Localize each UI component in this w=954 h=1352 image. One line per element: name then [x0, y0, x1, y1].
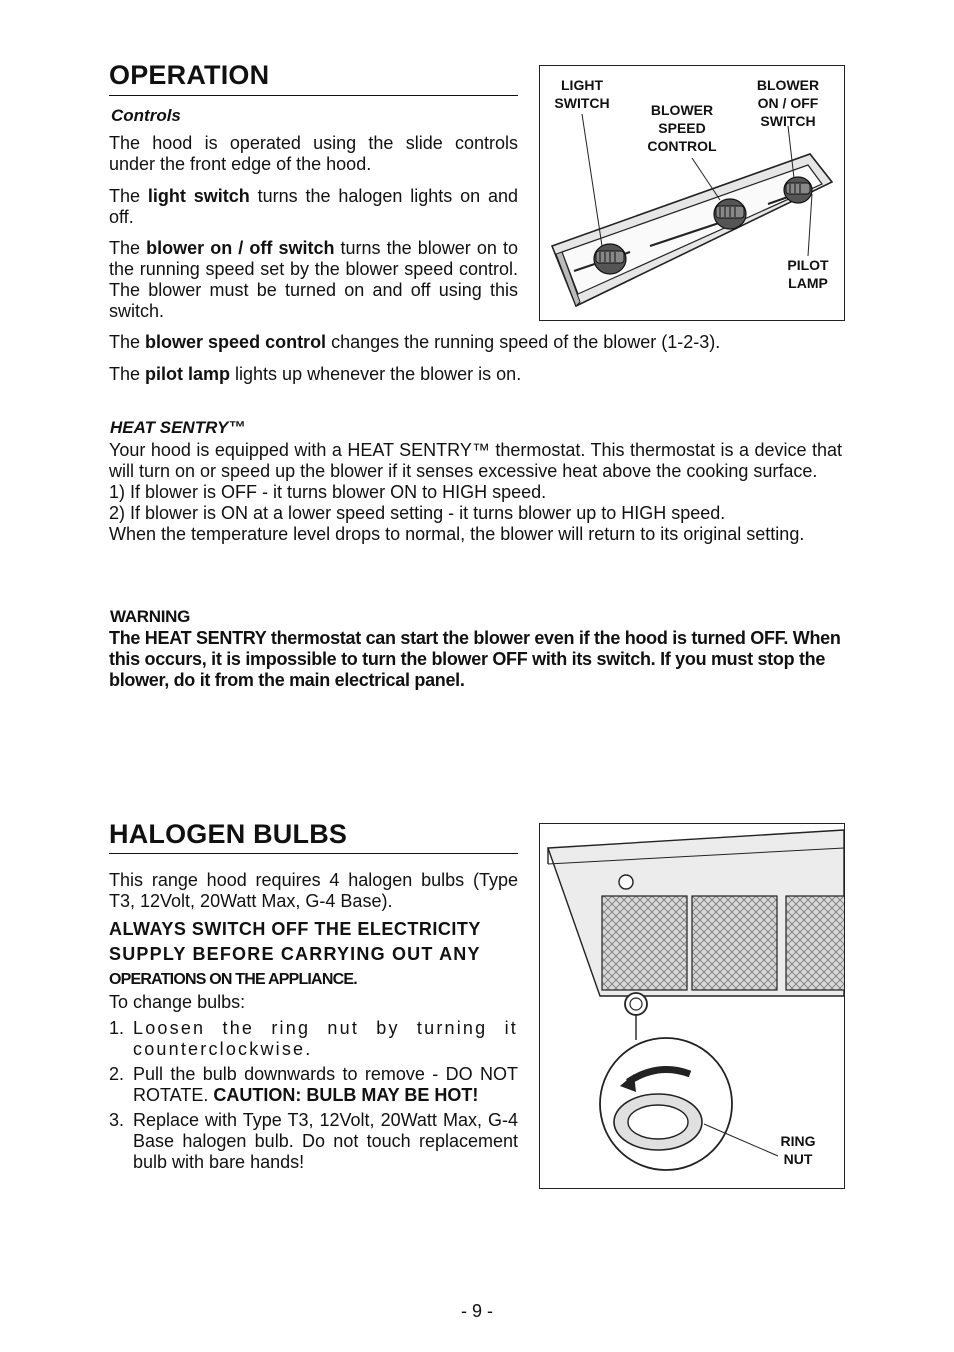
- operation-paragraph-2: The light switch turns the halogen lights on and off.: [109, 186, 519, 227]
- operation-paragraph-4: The blower speed control changes the running speed of the blower (1-2-3).: [109, 332, 721, 352]
- step-2: 2. Pull the bulb downwards to remove - DO NOT ROTATE. CAUTION: BULB MAY BE HOT!: [109, 1064, 518, 1105]
- blower-onoff-switch-label: BLOWER ON / OFF SWITCH: [756, 77, 820, 129]
- heat-sentry-block: [109, 440, 842, 545]
- operation-paragraph-1: The hood is operated using the slide controls under the front edge of the hood.: [109, 133, 518, 174]
- halogen-title: HALOGEN BULBS: [109, 819, 348, 849]
- to-change-bulbs: To change bulbs:: [109, 992, 246, 1012]
- controls-heading: Controls: [111, 106, 181, 125]
- step-3: 3. Replace with Type T3, 12Volt, 20Watt Max, G-4 Base halogen bulb. Do not touch replacement bulb with bare hands!: [109, 1110, 518, 1172]
- controls-figure: [539, 65, 845, 321]
- warning-text: The HEAT SENTRY thermostat can start the blower even if the hood is turned OFF. When this occurs, it is impossible to turn the blower OFF with its switch. If you must stop the blower, do it from the main electrical panel.: [109, 628, 841, 690]
- operation-paragraph-3: The blower on / off switch turns the blower on to the running speed set by the blower speed control. The blower must be turned on and off using this switch.: [109, 238, 518, 321]
- heat-sentry-heading: HEAT SENTRY™: [110, 418, 246, 437]
- blower-speed-knob: [714, 199, 746, 229]
- halogen-caution: ALWAYS SWITCH OFF THE ELECTRICITY SUPPLY BEFORE CARRYING OUT ANY OPERATIONS ON THE APPLIANCE.: [109, 919, 481, 988]
- pilot-lamp-label: PILOT LAMP: [787, 257, 829, 291]
- heat-sentry-intro: Your hood is equipped with a HEAT SENTRY™ thermostat. This thermostat is a device that will turn on or speed up the blower if it senses excessive heat above the cooking surface.: [109, 440, 842, 481]
- operation-paragraph-5: The pilot lamp lights up whenever the blower is on.: [109, 364, 522, 384]
- operation-title: OPERATION: [109, 60, 270, 90]
- step-1: 1. Loosen the ring nut by turning it counterclockwise.: [109, 1018, 518, 1059]
- page-number: - 9 -: [460, 1301, 493, 1321]
- blower-speed-control-label: BLOWER SPEED CONTROL: [647, 102, 717, 154]
- operation-rule: [109, 95, 518, 96]
- halogen-intro: This range hood requires 4 halogen bulbs (Type T3, 12Volt, 20Watt Max, G-4 Base).: [109, 870, 518, 911]
- halogen-steps: [109, 1018, 518, 1173]
- halogen-figure: [539, 823, 845, 1189]
- heat-sentry-item-2: 2) If blower is ON at a lower speed setting - it turns blower up to HIGH speed.: [109, 503, 726, 523]
- light-switch-label: LIGHT SWITCH: [554, 77, 610, 111]
- heat-sentry-item-1: 1) If blower is OFF - it turns blower ON to HIGH speed.: [109, 482, 547, 502]
- warning-heading: WARNING: [110, 607, 191, 626]
- light-switch-knob: [594, 244, 626, 274]
- blower-onoff-knob: [784, 177, 812, 203]
- heat-sentry-closing: When the temperature level drops to normal, the blower will return to its original setting.: [109, 524, 805, 544]
- ring-nut-label: RING NUT: [780, 1133, 816, 1167]
- halogen-rule: [109, 853, 518, 854]
